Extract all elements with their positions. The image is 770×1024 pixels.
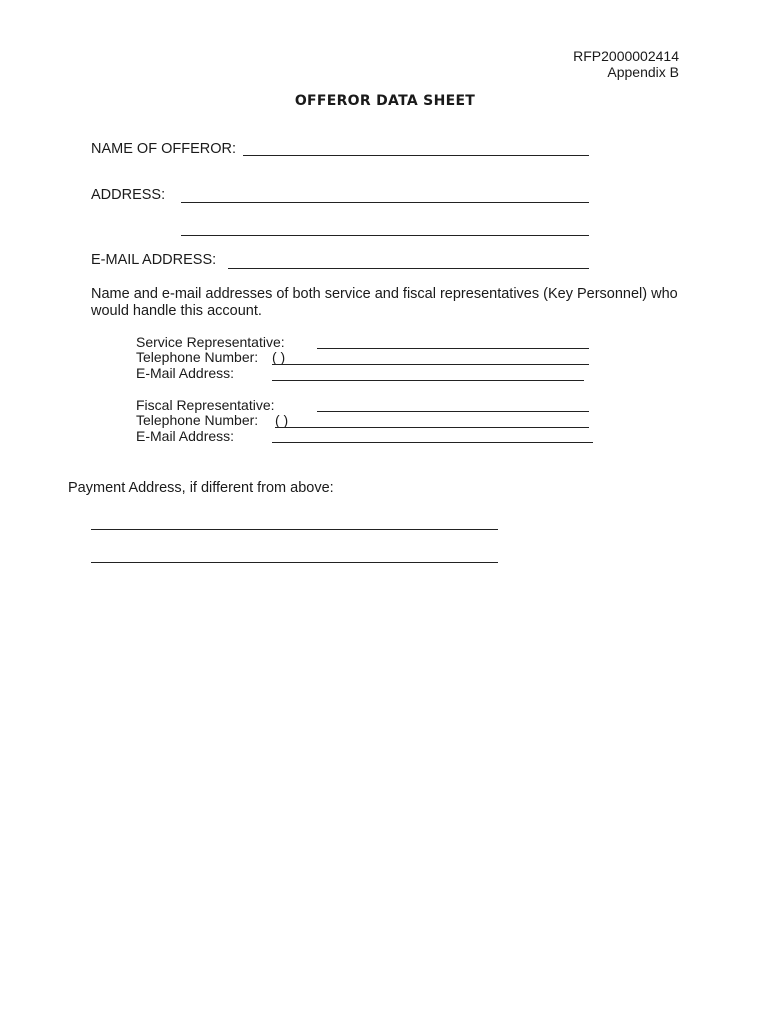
name-of-offeror-label: NAME OF OFFEROR: (91, 141, 236, 157)
service-telephone-label: Telephone Number: (136, 349, 259, 365)
fiscal-email-label: E-Mail Address: (136, 428, 235, 444)
address-label: ADDRESS: (91, 187, 166, 203)
page-title: OFFEROR DATA SHEET (294, 93, 476, 109)
key-personnel-instructions: Name and e-mail addresses of both service and fiscal representatives (Key Personnel) who would handle this account. (91, 286, 678, 319)
service-email-line[interactable] (272, 380, 584, 381)
service-telephone-line[interactable] (272, 364, 589, 365)
payment-address-line-1[interactable] (91, 529, 498, 530)
fiscal-telephone-label: Telephone Number: (136, 412, 259, 428)
appendix-label: Appendix B (607, 64, 679, 80)
payment-address-line-2[interactable] (91, 562, 498, 563)
payment-address-label: Payment Address, if different from above: (68, 480, 334, 496)
service-representative-line[interactable] (317, 348, 589, 349)
fiscal-email-line[interactable] (272, 442, 593, 443)
name-of-offeror-line[interactable] (243, 155, 589, 156)
email-address-line[interactable] (228, 268, 589, 269)
fiscal-telephone-line[interactable] (275, 427, 589, 428)
email-address-label: E-MAIL ADDRESS: (91, 252, 217, 268)
service-phone-area-code: ( ) (272, 349, 286, 365)
fiscal-phone-area-code: ( ) (275, 412, 289, 428)
service-email-label: E-Mail Address: (136, 365, 235, 381)
fiscal-representative-line[interactable] (317, 411, 589, 412)
fiscal-representative-label: Fiscal Representative: (136, 397, 275, 413)
address-line-2[interactable] (181, 235, 589, 236)
address-line-1[interactable] (181, 202, 589, 203)
service-representative-label: Service Representative: (136, 334, 285, 350)
rfp-number: RFP2000002414 (573, 48, 679, 64)
